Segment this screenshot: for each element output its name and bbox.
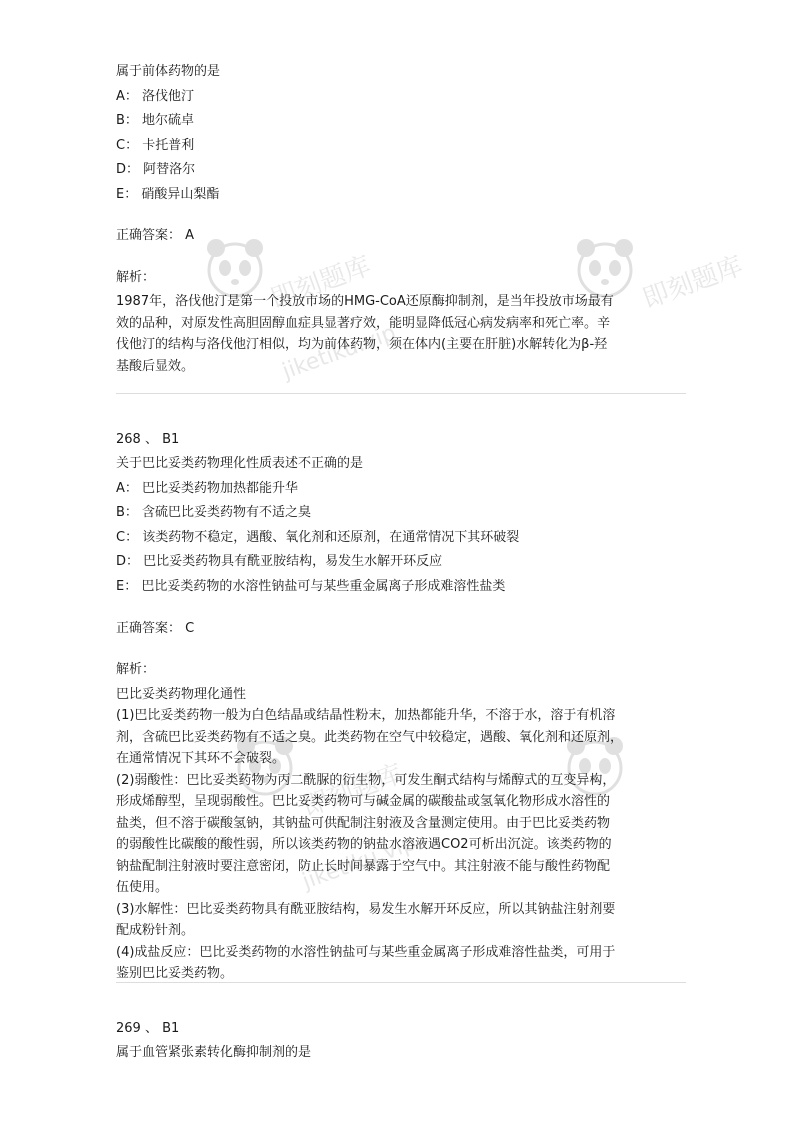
answer: 正确答案： A bbox=[116, 228, 195, 243]
analysis-line: 盐类，但不溶于碳酸氢钠，其钠盐可供配制注射液及含量测定使用。由于巴比妥类药物 bbox=[116, 816, 611, 831]
watermark-text: 即刻题库 bbox=[266, 250, 375, 315]
analysis-line: 1987年，洛伐他汀是第一个投放市场的HMG-CoA还原酶抑制剂，是当年投放市场最有 bbox=[116, 294, 614, 309]
option-a: A： 洛伐他汀 bbox=[116, 89, 195, 104]
question-number: 268 、 B1 bbox=[116, 432, 180, 447]
question-stem: 属于前体药物的是 bbox=[116, 64, 221, 79]
question-number: 269 、 B1 bbox=[116, 1021, 180, 1036]
analysis-label: 解析： bbox=[116, 662, 156, 677]
analysis-line: (2)弱酸性：巴比妥类药物为丙二酰脲的衍生物，可发生酮式结构与烯醇式的互变异构， bbox=[116, 773, 616, 788]
analysis-line: 的弱酸性比碳酸的酸性弱，所以该类药物的钠盐水溶液遇CO2可析出沉淀。该类药物的 bbox=[116, 837, 612, 852]
watermark-domain: jiketiku.vip bbox=[299, 830, 420, 895]
analysis-line: 伐他汀的结构与洛伐他汀相似，均为前体药物，须在体内(主要在肝脏)水解转化为β-羟 bbox=[116, 337, 608, 352]
option-e: E： 硝酸异山梨酯 bbox=[116, 187, 220, 202]
option-a: A： 巴比妥类药物加热都能升华 bbox=[116, 481, 299, 496]
option-c: C： 该类药物不稳定，遇酸、氧化剂和还原剂，在通常情况下其环破裂 bbox=[116, 530, 520, 545]
answer: 正确答案： C bbox=[116, 621, 195, 636]
analysis-line: 剂，含硫巴比妥类药物有不适之臭。此类药物在空气中较稳定，遇酸、氧化剂和还原剂， bbox=[116, 730, 624, 745]
analysis-line: 形成烯醇型，呈现弱酸性。巴比妥类药物可与碱金属的碳酸盐或氢氧化物形成水溶性的 bbox=[116, 794, 611, 809]
analysis-line: 伍使用。 bbox=[116, 880, 169, 895]
watermark-text: 即刻题库 bbox=[298, 758, 407, 823]
analysis-line: 巴比妥类药物理化通性 bbox=[116, 687, 247, 702]
option-b: B： 地尔硫卓 bbox=[116, 113, 195, 128]
divider bbox=[116, 393, 686, 394]
option-d: D： 阿替洛尔 bbox=[116, 162, 196, 177]
option-b: B： 含硫巴比妥类药物有不适之臭 bbox=[116, 505, 312, 520]
analysis-label: 解析： bbox=[116, 270, 156, 285]
option-e: E： 巴比妥类药物的水溶性钠盐可与某些重金属离子形成难溶性盐类 bbox=[116, 579, 506, 594]
analysis-line: 效的品种，对原发性高胆固醇血症具显著疗效，能明显降低冠心病发病率和死亡率。辛 bbox=[116, 316, 611, 331]
watermark-domain: jiketiku.vip bbox=[279, 320, 400, 385]
divider bbox=[116, 982, 686, 983]
analysis-line: (1)巴比妥类药物一般为白色结晶或结晶性粉末，加热都能升华，不溶于水，溶于有机溶 bbox=[116, 708, 616, 723]
analysis-line: 基酸后显效。 bbox=[116, 359, 195, 374]
analysis-line: 鉴别巴比妥类药物。 bbox=[116, 966, 234, 981]
analysis-line: 钠盐配制注射液时要注意密闭，防止长时间暴露于空气中。其注射液不能与酸性药物配 bbox=[116, 859, 611, 874]
analysis-line: (4)成盐反应：巴比妥类药物的水溶性钠盐可与某些重金属离子形成难溶性盐类，可用于 bbox=[116, 945, 616, 960]
analysis-line: (3)水解性：巴比妥类药物具有酰亚胺结构，易发生水解开环反应，所以其钠盐注射剂要 bbox=[116, 902, 616, 917]
question-stem: 属于血管紧张素转化酶抑制剂的是 bbox=[116, 1045, 312, 1060]
watermark-text: 即刻题库 bbox=[638, 250, 747, 315]
option-c: C： 卡托普利 bbox=[116, 138, 195, 153]
analysis-line: 配成粉针剂。 bbox=[116, 923, 195, 938]
analysis-line: 在通常情况下其环不会破裂。 bbox=[116, 751, 286, 766]
option-d: D： 巴比妥类药物具有酰亚胺结构，易发生水解开环反应 bbox=[116, 554, 443, 569]
question-stem: 关于巴比妥类药物理化性质表述不正确的是 bbox=[116, 456, 364, 471]
